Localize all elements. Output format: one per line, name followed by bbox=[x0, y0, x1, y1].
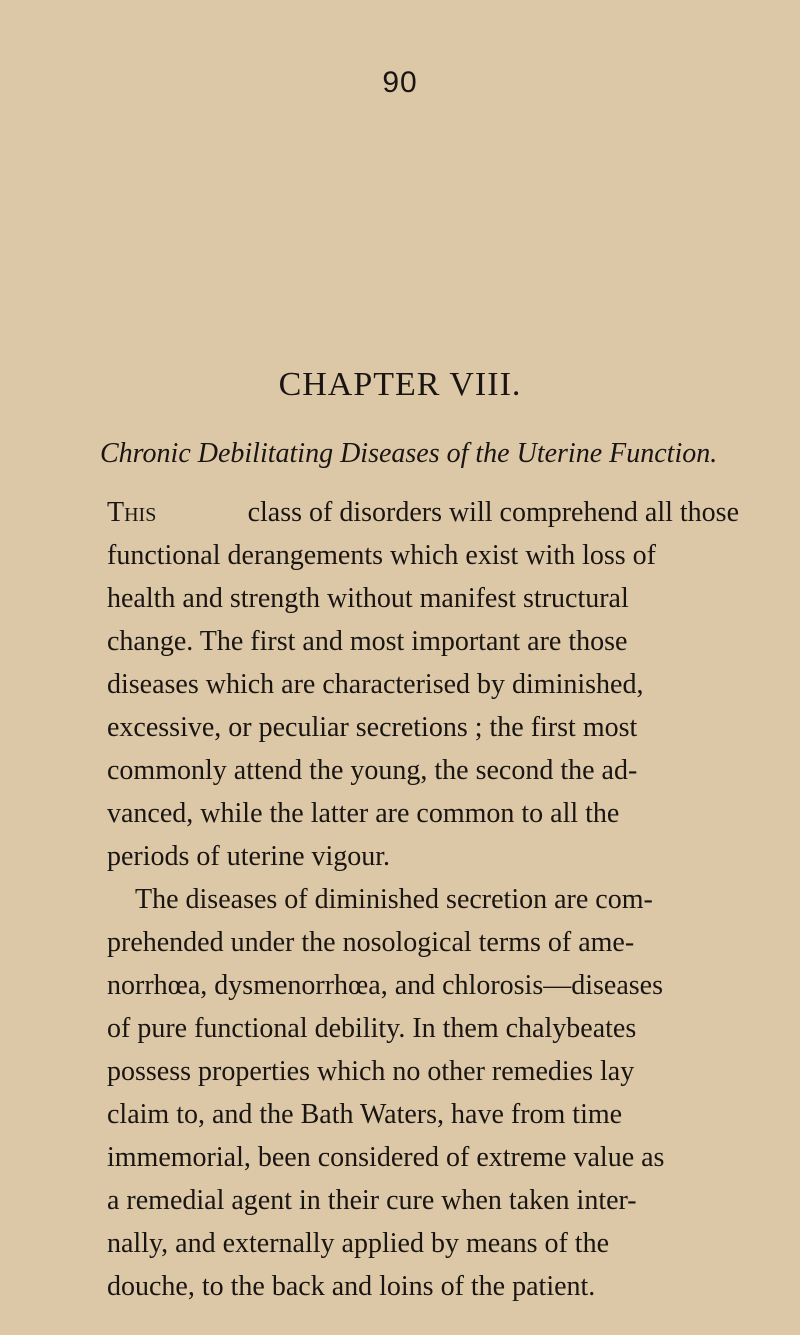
text-line: change. The first and most important are those bbox=[107, 626, 628, 657]
text-line: The diseases of diminished secretion are com- bbox=[135, 884, 653, 915]
text-line: functional derangements which exist with loss of bbox=[107, 540, 656, 571]
text-line: possess properties which no other remedies lay bbox=[107, 1056, 635, 1087]
chapter-heading: CHAPTER VIII. bbox=[278, 366, 522, 403]
text-line: vanced, while the latter are common to all the bbox=[107, 798, 620, 829]
page-number: 90 bbox=[382, 66, 418, 99]
text-line: diseases which are characterised by diminished, bbox=[107, 669, 644, 700]
chapter-subtitle: Chronic Debilitating Diseases of the Uterine Function. bbox=[100, 438, 718, 469]
body-text bbox=[107, 491, 739, 1308]
text-line: norrhœa, dysmenorrhœa, and chlorosis—diseases bbox=[107, 970, 663, 1001]
text-line: excessive, or peculiar secretions ; the first most bbox=[107, 712, 638, 743]
text-line: health and strength without manifest structural bbox=[107, 583, 629, 614]
text-line: of pure functional debility. In them chalybeates bbox=[107, 1013, 637, 1044]
text-line bbox=[107, 491, 739, 534]
text-line: a remedial agent in their cure when taken inter- bbox=[107, 1185, 637, 1216]
text-line: commonly attend the young, the second the ad- bbox=[107, 755, 638, 786]
text-line: immemorial, been considered of extreme value as bbox=[107, 1142, 665, 1173]
text-line: periods of uterine vigour. bbox=[107, 841, 391, 872]
line-rest: class of disorders will comprehend all those bbox=[247, 497, 739, 528]
text-line: nally, and externally applied by means of the bbox=[107, 1228, 610, 1259]
text-line: prehended under the nosological terms of ame- bbox=[107, 927, 635, 958]
text-line: claim to, and the Bath Waters, have from time bbox=[107, 1099, 623, 1130]
lead-word: This bbox=[107, 497, 157, 528]
text-line: douche, to the back and loins of the patient. bbox=[107, 1271, 596, 1302]
